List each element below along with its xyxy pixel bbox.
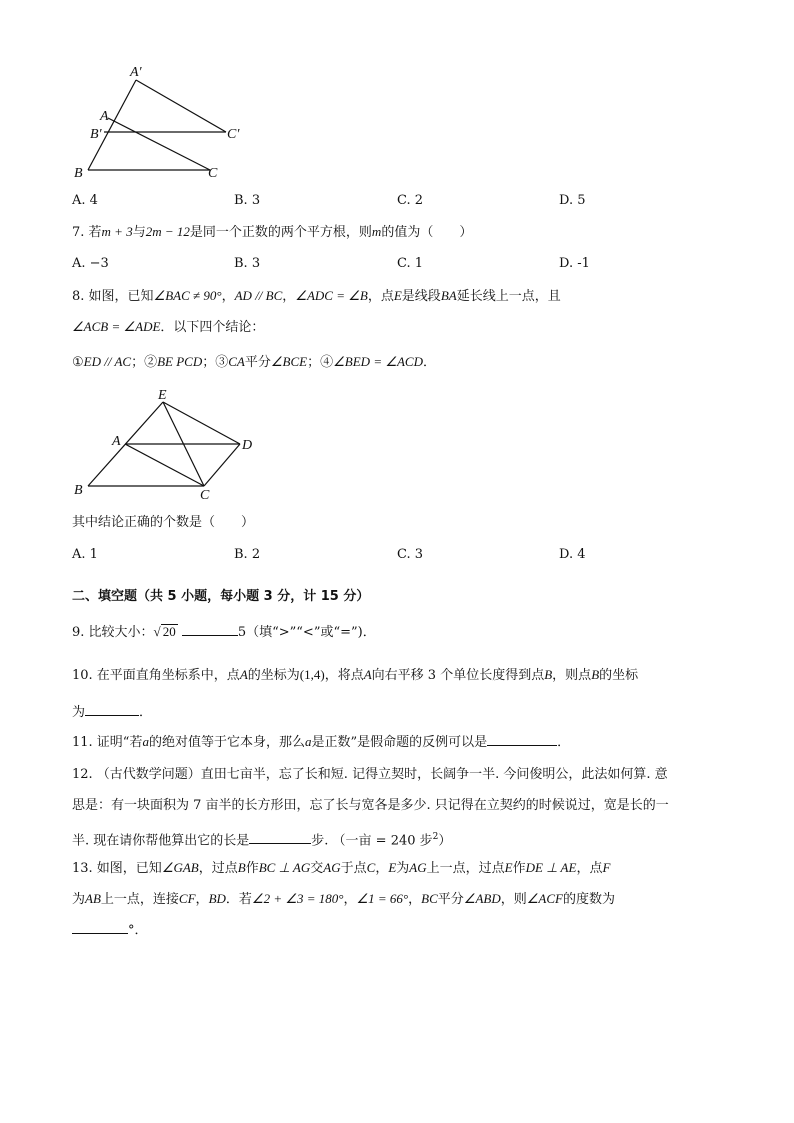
label-b: B <box>74 166 83 181</box>
q11-stem: 11. 证明“若a的绝对值等于它本身，那么a是正数”是假命题的反例可以是 ． <box>72 734 571 750</box>
label-b-prime: B′ <box>90 127 102 142</box>
q7-option-a: A. −3 <box>72 256 109 271</box>
q10-stem-line1: 10. 在平面直角坐标系中，点A的坐标为(1,4)，将点A向右平移 3 个单位长度得到点B，则点B的坐标 <box>72 667 639 683</box>
q6-option-c: C. 2 <box>397 193 424 208</box>
sqrt-radicand: 20 <box>162 624 176 639</box>
q9-stem: 9. 比较大小：√ 20 5（填“>”“<”或“=”)． <box>72 624 376 640</box>
q7-option-d: D. -1 <box>559 256 590 271</box>
q6-option-d: D. 5 <box>559 193 586 208</box>
figure-1-svg <box>70 62 260 182</box>
q13-answer-blank[interactable] <box>72 921 128 934</box>
section-2-title: 二、填空题（共 5 小题，每小题 3 分，计 15 分） <box>72 589 370 604</box>
q6-option-a: A. 4 <box>72 193 98 208</box>
figure-quadrilateral-2 <box>70 386 270 504</box>
q7-option-c: C. 1 <box>397 256 424 271</box>
q8-option-c: C. 3 <box>397 547 424 562</box>
q6-option-b: B. 3 <box>234 193 261 208</box>
label-c2: C <box>200 488 210 503</box>
label-d: D <box>242 438 253 453</box>
q12-line3: 半. 现在请你帮他算出它的长是 步. （一亩 = 240 步$^2$） <box>72 832 452 849</box>
q12-answer-blank[interactable] <box>249 831 311 844</box>
q13-line3: °． <box>72 921 148 940</box>
label-a: A <box>100 109 109 124</box>
label-a-prime: A′ <box>130 65 142 80</box>
q8-option-b: B. 2 <box>234 547 261 562</box>
q11-answer-blank[interactable] <box>487 733 557 746</box>
q7-stem: 7. 若m + 3与2m − 12是同一个正数的两个平方根，则m的值为（ ） <box>72 224 473 240</box>
label-a2: A <box>112 434 121 449</box>
q8-question: 其中结论正确的个数是（ ） <box>72 515 255 530</box>
q10-answer-blank[interactable] <box>85 703 139 716</box>
segment-e-d <box>163 402 240 444</box>
figure-2-svg <box>70 386 270 504</box>
label-e: E <box>158 388 167 403</box>
segment-a-prime-c-prime <box>136 80 226 132</box>
segment-a-prime-b <box>88 80 136 170</box>
q8-stem-line2: ∠ACB = ∠ADE．以下四个结论： <box>72 319 265 335</box>
q9-answer-blank[interactable] <box>182 623 238 636</box>
q10-stem-line2: 为 ． <box>72 705 153 720</box>
q13-line2: 为AB上一点，连接CF，BD．若∠2 + ∠3 = 180°，∠1 = 66°，BC平分∠ABD，则∠ACF的度数为 <box>72 891 615 907</box>
label-c: C <box>208 166 218 181</box>
sqrt-sign: √ <box>153 624 161 639</box>
q8-option-a: A. 1 <box>72 547 98 562</box>
figure-triangles-1 <box>70 62 260 182</box>
q13-line1: 13. 如图，已知∠GAB，过点B作BC ⊥ AG交AG于点C，E为AG上一点，过点E作DE ⊥ AE，点F <box>72 860 611 876</box>
label-c-prime: C′ <box>227 127 240 142</box>
segment-a-c2 <box>125 444 204 486</box>
segment-c-d <box>204 444 240 486</box>
q12-line2: 思是：有一块面积为 7 亩半的长方形田，忘了长与宽各是多少. 只记得在立契约的时候说过，宽是长的一 <box>72 798 669 813</box>
q8-option-d: D. 4 <box>559 547 586 562</box>
q8-conclusions: ①ED // AC；②BE PCD；③CA平分∠BCE；④∠BED = ∠ACD． <box>72 354 437 370</box>
label-b2: B <box>74 483 83 498</box>
q8-stem-line1: 8. 如图，已知∠BAC ≠ 90°，AD // BC，∠ADC = ∠B，点E是线段BA延长线上一点，且 <box>72 288 561 304</box>
segment-a-c <box>108 118 210 170</box>
q7-option-b: B. 3 <box>234 256 261 271</box>
q12-line1: 12. （古代数学问题）直田七亩半，忘了长和短. 记得立契时，长阔争一半. 今问俊明公，此法如何算. 意 <box>72 767 668 782</box>
